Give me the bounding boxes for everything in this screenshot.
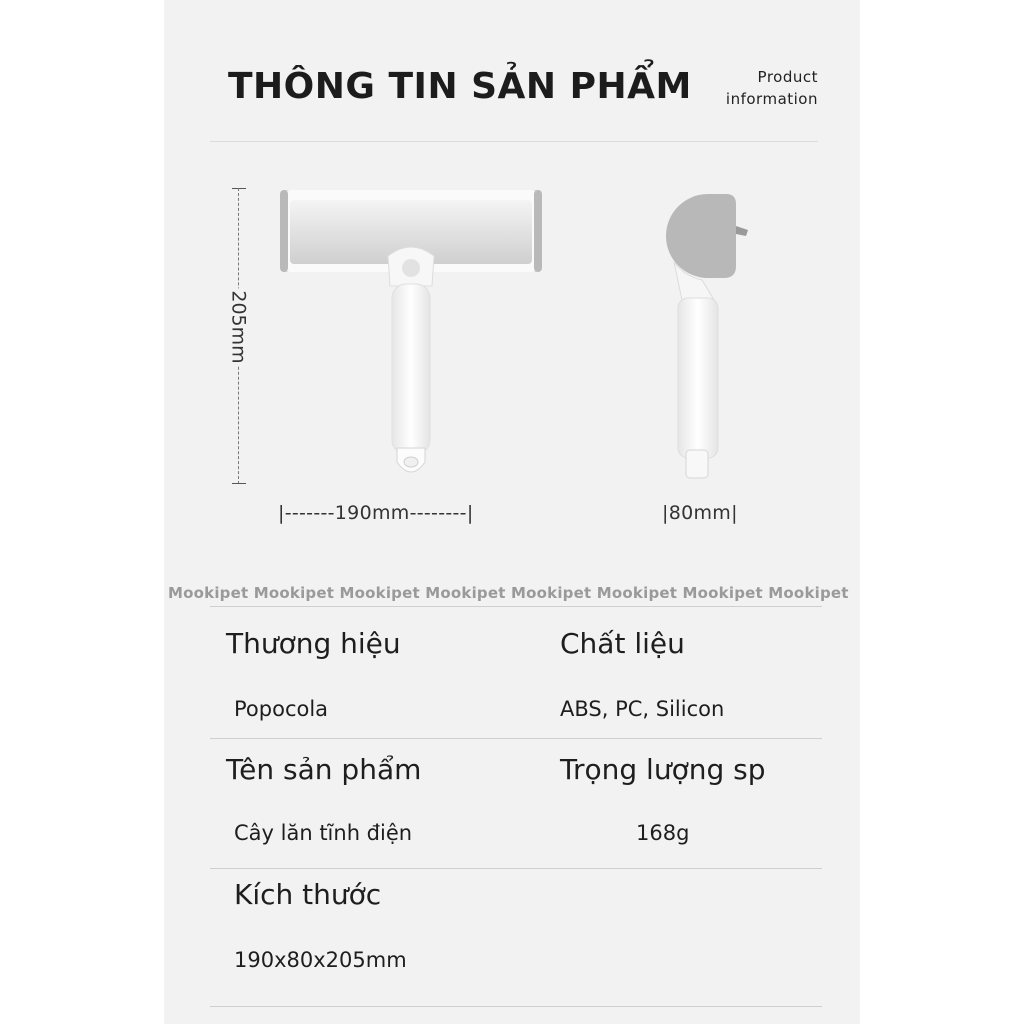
- weight-value: 168g: [636, 821, 690, 845]
- brand-label: Thương hiệu: [226, 627, 401, 660]
- weight-label: Trọng lượng sp: [560, 753, 766, 786]
- spec-divider-2: [210, 868, 822, 869]
- width-dimension-label: |-------190mm--------|: [278, 502, 474, 524]
- page-title: THÔNG TIN SẢN PHẨM: [228, 66, 692, 107]
- subtitle-line-2: information: [725, 90, 818, 108]
- subtitle-line-1: Product: [757, 68, 818, 86]
- header-divider: [210, 141, 818, 142]
- roller-front-view-illustration: [276, 186, 556, 486]
- material-label: Chất liệu: [560, 627, 685, 660]
- roller-side-view-illustration: [664, 190, 774, 490]
- brand-watermark: Mookipet Mookipet Mookipet Mookipet Mookipet Mookipet Mookipet Mookipet: [168, 584, 849, 602]
- size-label: Kích thước: [234, 878, 382, 911]
- watermark-divider: [210, 606, 822, 607]
- size-value: 190x80x205mm: [234, 948, 407, 972]
- height-dimension-label: 205mm: [227, 290, 250, 364]
- product-info-page: [164, 0, 860, 1024]
- material-value: ABS, PC, Silicon: [560, 697, 725, 721]
- height-dimension: [224, 188, 254, 484]
- brand-value: Popocola: [234, 697, 329, 721]
- depth-dimension-label: |80mm|: [662, 502, 738, 524]
- spec-divider-1: [210, 738, 822, 739]
- product-name-label: Tên sản phẩm: [226, 753, 422, 786]
- page-subtitle: [726, 66, 818, 110]
- product-name-value: Cây lăn tĩnh điện: [234, 821, 413, 845]
- spec-divider-3: [210, 1006, 822, 1007]
